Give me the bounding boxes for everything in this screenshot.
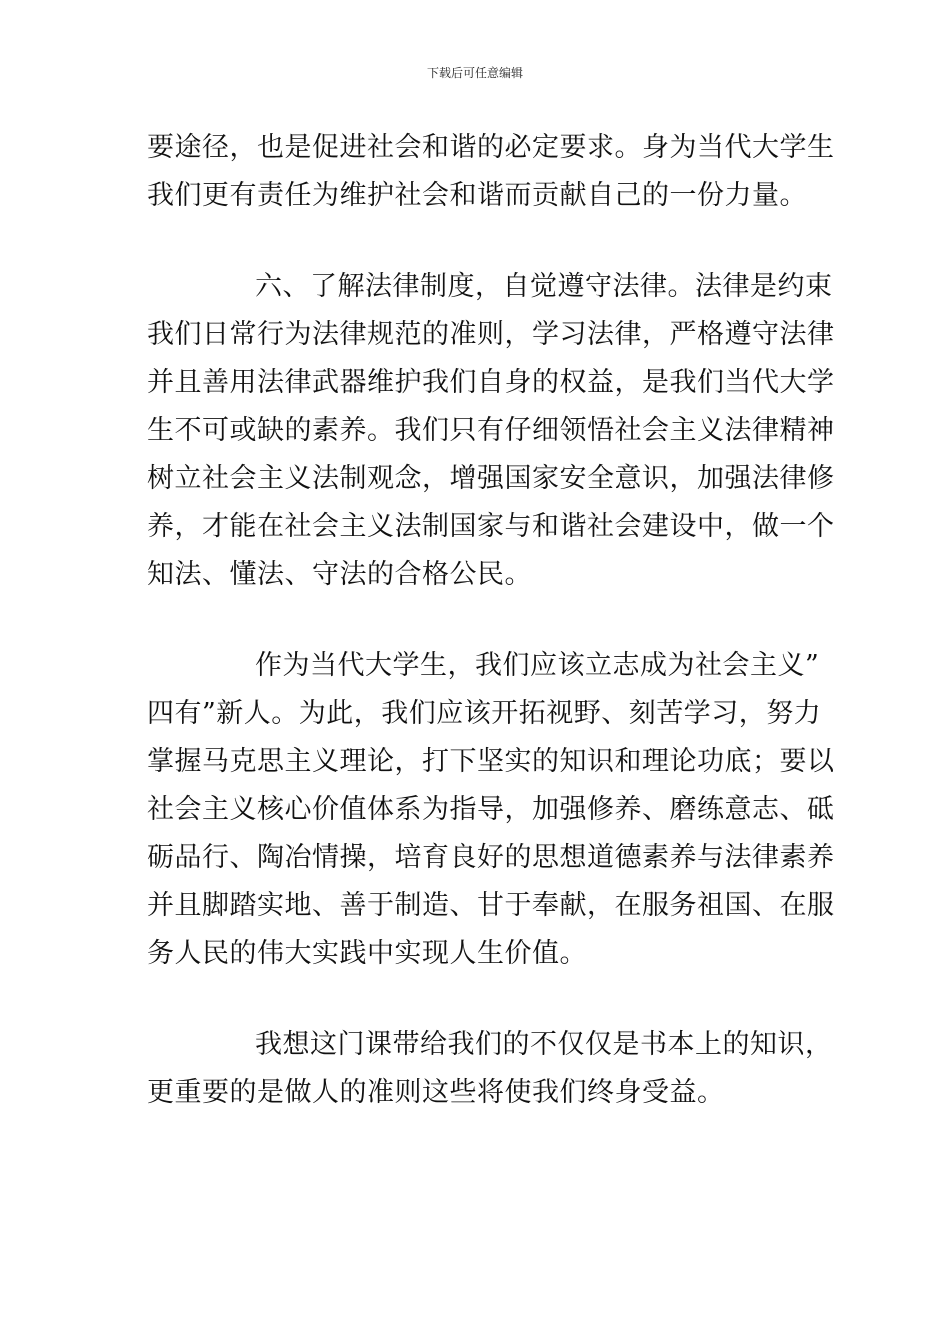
text-line: 并且善用法律武器维护我们自身的权益，是我们当代大学 xyxy=(147,367,835,398)
text-line: 我们更有责任为维护社会和谐而贡献自己的一份力量。 xyxy=(147,180,807,211)
text-line: 作为当代大学生，我们应该立志成为社会主义” xyxy=(255,650,820,681)
text-line: 养，才能在社会主义法制国家与和谐社会建设中，做一个 xyxy=(147,511,835,542)
header-note: 下载后可任意编辑 xyxy=(426,66,523,80)
text-line: 我们日常行为法律规范的准则，学习法律，严格遵守法律 xyxy=(147,319,835,350)
paragraph-1 xyxy=(147,124,835,220)
text-line: 我想这门课带给我们的不仅仅是书本上的知识， xyxy=(255,1029,833,1060)
text-line: 知法、懂法、守法的合格公民。 xyxy=(147,559,532,590)
text-line: 树立社会主义法制观念，增强国家安全意识，加强法律修 xyxy=(147,463,835,494)
text-line: 砺品行、陶冶情操，培育良好的思想道德素养与法律素养 xyxy=(147,842,835,873)
text-line: 生不可或缺的素养。我们只有仔细领悟社会主义法律精神 xyxy=(147,415,835,446)
paragraph-3 xyxy=(147,642,835,978)
paragraph-4 xyxy=(147,1021,833,1117)
paragraph-2 xyxy=(147,263,835,599)
text-line: 掌握马克思主义理论，打下坚实的知识和理论功底；要以 xyxy=(147,746,835,777)
text-line: 并且脚踏实地、善于制造、甘于奉献，在服务祖国、在服 xyxy=(147,890,835,921)
text-line: 更重要的是做人的准则这些将使我们终身受益。 xyxy=(147,1077,725,1108)
text-line: 四有”新人。为此，我们应该开拓视野、刻苦学习，努力 xyxy=(147,698,822,729)
text-line: 社会主义核心价值体系为指导，加强修养、磨练意志、砥 xyxy=(147,794,835,825)
document-body xyxy=(147,124,835,1160)
text-line: 六、了解法律制度，自觉遵守法律。法律是约束 xyxy=(255,271,833,302)
text-line: 要途径，也是促进社会和谐的必定要求。身为当代大学生 xyxy=(147,132,835,163)
text-line: 务人民的伟大实践中实现人生价值。 xyxy=(147,938,587,969)
